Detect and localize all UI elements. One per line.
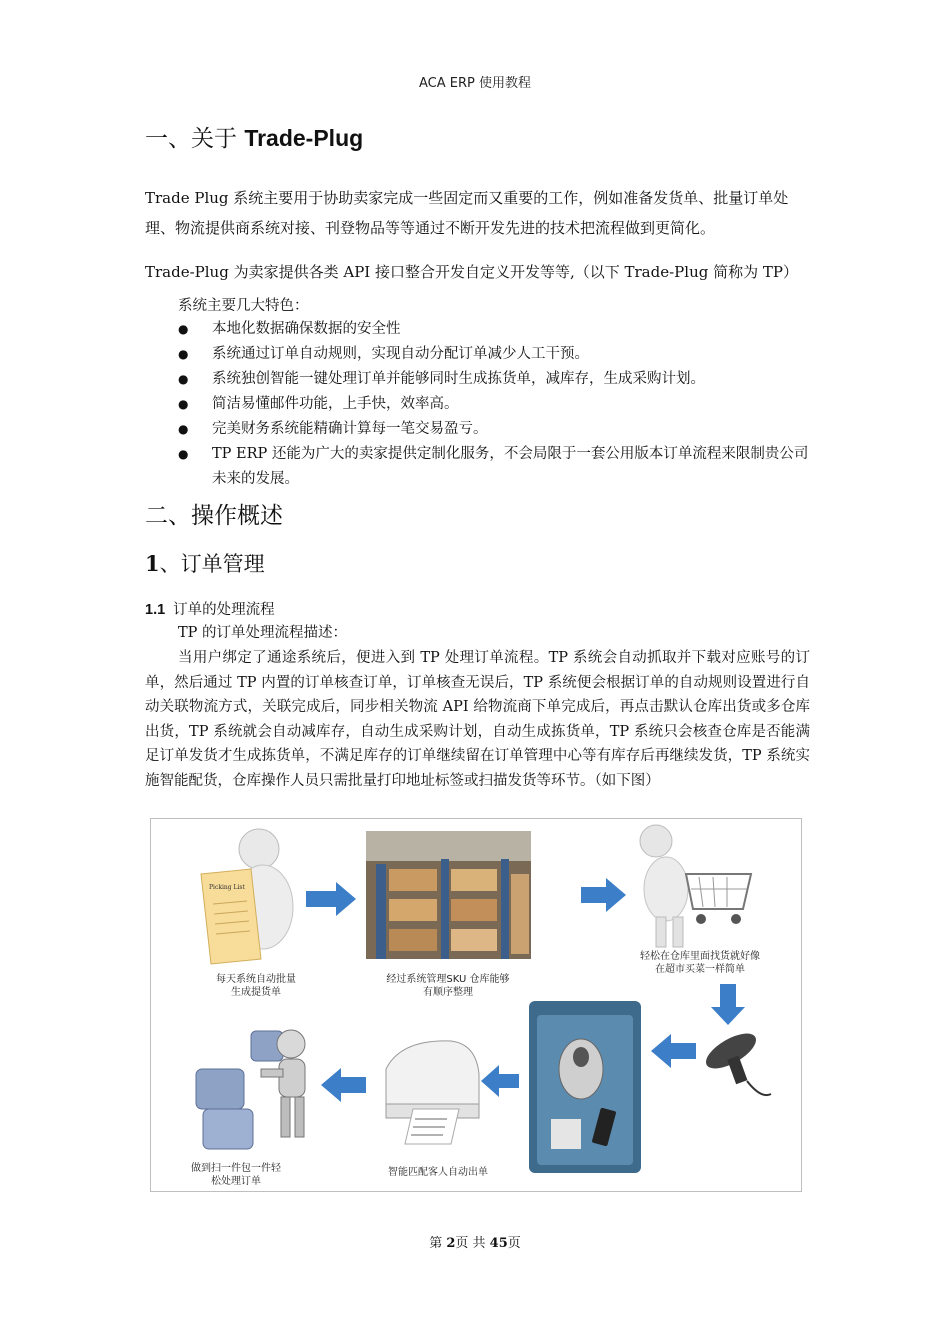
- step6-caption-line1: 做到扫一件包一件轻: [191, 1163, 281, 1174]
- barcode-scanner-illustration: [701, 1027, 771, 1095]
- picking-list-label: Picking List: [209, 884, 245, 891]
- subsection11-number: 1.1: [145, 602, 166, 618]
- features-intro: 系统主要几大特色：: [178, 298, 309, 314]
- arrow-left-icon: [481, 1065, 519, 1097]
- process-description: 当用户绑定了通途系统后，便进入到 TP 处理订单流程。TP 系统会自动抓取并下载对应账号的订单，然后通过 TP 内置的订单核查订单，订单核查无误后，TP 系统便会根据订单的自动规则设置进行自动关联物流方式，关联完成后，同步相关物流 API 给物流商下单完成后，再点击默认仓库出货或多仓库出货，TP 系统就会自动减库存，自动生成采购计划，自动生成拣货单，TP 系统只会核查仓库是否能满足订单发货才生成拣货单，不满足库存的订单继续留在订单管理中心等有库存后再继续发货，TP 系统实施智能配货，仓库操作人员只需批量打印地址标签或扫描发货等环节。（如下图）: [145, 650, 810, 789]
- arrow-left-icon: [651, 1034, 696, 1068]
- page-footer: [0, 1232, 950, 1251]
- warehouse-illustration: [366, 831, 531, 959]
- process-intro: TP 的订单处理流程描述：: [178, 625, 348, 641]
- arrow-right-icon: [306, 882, 356, 916]
- list-item: ● TP ERP 还能为广大的卖家提供定制化服务，不会局限于一套公用版本订单流程来限制贵公司未来的发展。: [178, 442, 810, 492]
- shopping-cart-illustration: [640, 825, 751, 947]
- page-header: ACA ERP 使用教程: [419, 76, 531, 91]
- current-page: 2: [446, 1236, 456, 1251]
- total-pages: 45: [489, 1236, 508, 1251]
- subsection11-title: 订单的处理流程: [173, 602, 275, 618]
- subsection1-heading: [145, 548, 265, 578]
- label-printer-illustration: [386, 1041, 479, 1144]
- section2-heading: 二、操作概述: [145, 503, 283, 529]
- arrow-right-icon: [581, 878, 626, 912]
- section1-title: Trade-Plug: [244, 125, 364, 151]
- section1-para1: Trade Plug 系统主要用于协助卖家完成一些固定而又重要的工作，例如准备发货单、批量订单处理、物流提供商系统对接、刊登物品等等通过不断开发先进的技术把流程做到更简化。: [145, 189, 789, 237]
- order-flow-figure: [150, 818, 802, 1192]
- robot-boxes-illustration: [196, 1030, 305, 1149]
- subsection1-title: 、订单管理: [159, 552, 265, 576]
- list-item: ● 简洁易懂邮件功能，上手快，效率高。: [178, 392, 810, 417]
- list-item: ● 本地化数据确保数据的安全性: [178, 317, 810, 342]
- arrow-left-icon: [321, 1068, 366, 1102]
- step1-caption-line2: 生成提货单: [231, 987, 281, 998]
- picking-list-illustration: [201, 829, 293, 964]
- step2-caption-line1: 经过系统管理SKU 仓库能够: [386, 974, 510, 985]
- step3-caption-line2: 在超市买菜一样简单: [655, 964, 745, 975]
- list-item: ● 系统通过订单自动规则，实现自动分配订单减少人工干预。: [178, 342, 810, 367]
- section1-number: 一、关于: [145, 126, 245, 152]
- step1-caption-line1: 每天系统自动批量: [216, 974, 296, 985]
- features-list: [178, 317, 810, 492]
- step2-caption-line2: 有顺序整理: [423, 987, 473, 998]
- list-item: ● 系统独创智能一键处理订单并能够同时生成拣货单，减库存，生成采购计划。: [178, 367, 810, 392]
- list-item: ● 完美财务系统能精确计算每一笔交易盈亏。: [178, 417, 810, 442]
- arrow-down-icon: [711, 984, 745, 1025]
- step6-caption-line2: 松处理订单: [211, 1176, 261, 1187]
- section1-heading: [145, 120, 363, 153]
- footer-prefix: 第: [429, 1236, 447, 1251]
- footer-suffix: 页: [507, 1236, 521, 1251]
- section1-para2: Trade-Plug 为卖家提供各类 API 接口整合开发自定义开发等等,（以下 Trade-Plug 简称为 TP）: [145, 263, 798, 281]
- subsection11-heading: [145, 598, 275, 619]
- packaged-product-illustration: [529, 1001, 641, 1173]
- step5-caption: 智能匹配客人自动出单: [388, 1167, 488, 1178]
- step3-caption-line1: 轻松在仓库里面找货就好像: [640, 951, 760, 962]
- subsection1-number: 1: [145, 551, 160, 576]
- footer-middle: 页 共: [455, 1236, 490, 1251]
